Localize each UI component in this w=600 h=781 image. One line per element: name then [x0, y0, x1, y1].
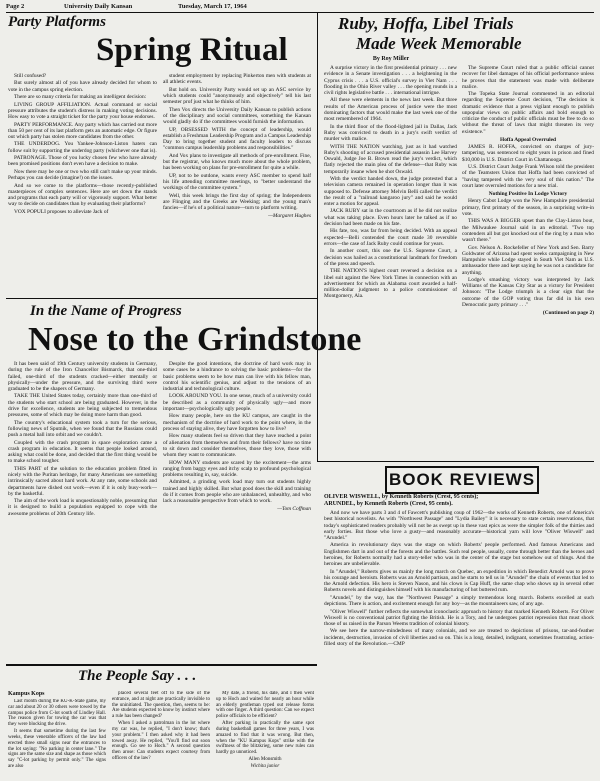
nose-paragraph: Coupled with the crash program in space exploration came a crash program in education. It seems that people looked around, asking what could be done, and decided that the first thing would be to make school tougher.: [8, 439, 157, 465]
nose-paragraph: LOOK AROUND YOU. In one sense, much of a university could be described as a community of physically ugly—and more important—psychologically ugly people.: [163, 393, 311, 412]
masthead: [6, 2, 594, 13]
party-headline: Spring Ritual: [96, 32, 288, 68]
nose-paragraph: Despite the good intentions, the doctrine of hard work may in some cases be a hindrance to solving the basic problems—for the basic problems seem to be how man can live with his fellow man, control his scientific genius, and adjust to the tensions of an industrial and technological culture.: [163, 361, 311, 392]
book-paragraph: "Oliver Wiswell" further reflects the somewhat iconoclastic approach to history that marked Kenneth Roberts. For Oliver Wiswell is no conventional patriot fighting the British. He is a Tory, and he undergoes patriot repression that must shock those of us raised in the Parson Weems tradition of colonial history.: [324, 608, 594, 627]
section-divider: [6, 664, 317, 666]
ruby-byline: By Roy Miller: [372, 56, 410, 62]
party-column-2: [163, 73, 311, 295]
book-review-body: [324, 510, 594, 778]
nose-headline: Nose to the Grindstone: [28, 321, 362, 358]
nose-signature: —Tom Coffman: [277, 505, 311, 512]
ruby-column-2: [462, 65, 594, 461]
section-divider: [317, 461, 594, 462]
people-header: The People Say . . .: [78, 668, 197, 684]
party-paragraph: And Vox plans to investigate all methods of pre-enrollment. Fine, but the registrar, who knows much more about the whole problem, has been working on plans for pre-enrollment for quite a while.: [163, 152, 311, 172]
ruby-paragraph: JAMES R. HOFFA, convicted on charges of jury-tampering, was sentenced to eight years in prison and fined $10,000 in U.S. District Court in Chattanooga.: [462, 144, 594, 163]
nose-paragraph: How many people, here on the KU campus, are caught in the mechanism of the doctrine of hard work to the point where, in the process of staying alive, they have forgotten how to live?: [163, 413, 311, 432]
ruby-paragraph: All these were elements in the news last week. But three results of the American process of justice were the most dominating factors that would make the last week one of the most remembered of 1964.: [324, 97, 457, 123]
ruby-paragraph: In the third floor of the flood-lighted jail in Dallas, Jack Ruby was convicted to death in a jury's swift verdict of murder with malice.: [324, 123, 457, 143]
ruby-paragraph: His fate, too, was far from being decided. With an appeal expected—Belli contended the court made 30 reversible errors—the case of Jack Ruby could continue for years.: [324, 228, 457, 247]
letter-paragraph: placed several feet off to the side of the entrance, and at night are practically invisible to the uninitiated. The question, then, seems to be: Are students expected to know by instinct where a rule has been changed?: [112, 691, 210, 720]
book-paragraph: "Arundel," by the way, has the "Northwest Passage" a simply tremendous long march. Roberts excelled at such depictions. There is action, and excitement enough for any boy—as the mountaineers saw, of any age.: [324, 594, 594, 608]
party-paragraph: student employment by replacing Pinkerton men with students at all athletic events.: [163, 73, 311, 86]
party-paragraph: UP, not to be outdone, wants every ASC member to spend half his life attending committee meetings, to "better understand the workings of the committee system.": [163, 172, 311, 192]
letter-signature-name: Allen Monsmith: [248, 757, 282, 763]
nose-paragraph: The aim of the work load is unquestionably noble, presuming that it is designed to build a population equipped to cope with the awesome problems of 20th Century life.: [8, 498, 157, 517]
ruby-paragraph: The Topeka State Journal commented in an editorial regarding the Supreme Court decision, "The decision is dramatic evidence that a press vigilant enough to publish unpopular views on public affairs and bold enough to criticize the conduct of public officials must be free to do so without the threat of laws that might threaten its very existence.": [462, 91, 594, 135]
ruby-paragraph: With the verdict handed down, the judge protested that a television camera remained in operation longer than it was supposed to. Defense attorney Melvin Belli called the verdict the result of a "railroad kangaroo jury" and said he would enter a motion for appeal.: [324, 176, 457, 207]
party-paragraph: But hold on. University Party would set up an ASC service by which students could "anonymously and objectively" tell his last semester prof just what he thinks of him.: [163, 86, 311, 106]
nose-paragraph: HOW MANY students are scared by the excitement—the arms ranging from baggy eyes and itchy scalp to profound psychological problems resulting in, say, suicide.: [163, 459, 311, 478]
ruby-paragraph: Henry Cabot Lodge won the New Hampshire presidential primary, first primary of the season, in a surprising write-in vote.: [462, 198, 594, 217]
party-paragraph: Then Vox directs the University Daily Kansan to publish actions of the disciplinary and social committees, something the Kansan would gladly do if the committees would furnish the information.: [163, 106, 311, 126]
party-signature: —Margaret Hughes: [268, 212, 311, 219]
ruby-paragraph: In another court, this one the U.S. Supreme Court, a decision was hailed as a constitutional landmark for freedom of the press and speech.: [324, 248, 457, 267]
party-paragraph: There are so many criteria for making an intelligent decision:: [14, 94, 147, 101]
party-paragraph: Now there may be one or two who still can't make up your minds. Perhaps you can decide (imagine!) on the issues.: [8, 168, 157, 182]
ruby-paragraph: THIS WAS A BIGGER upset than the Clay-Liston bout, the Milwaukee Journal said in an editorial. "Two top contenders all but got knocked out of the ring by a man who wasn't there.": [462, 218, 594, 244]
letter-paragraph: Last month during the KU-K-State game, my car and about 20 or 30 others were towed by the campus police from C-lot south of Lindley Hall. The reason given for towing the car was that they were blocking the drive.: [8, 699, 106, 728]
party-paragraph: But surely almost all of you have already decided for whom to vote in the campus spring election.: [8, 80, 157, 93]
page-number: Page 2: [6, 3, 25, 10]
column-divider: [317, 13, 318, 461]
ruby-paragraph: A surprise victory in the first presidential primary . . . new evidence in a Senate investigation . . . a heightening in the Cyprus crisis . . . a U.S. official's survey in Viet Nam . . . flooding in the Ohio River valley . . . the opening rounds in a civil rights legislative battle . . . international intrigue.: [324, 65, 457, 96]
party-paragraph: VOX POPULI proposes to alleviate Jack of: [14, 208, 109, 215]
ruby-subhead-hoffa: Hoffa Appeal Overruled: [500, 136, 556, 143]
nose-paragraph: How many students feel so driven that they have reached a point of alienation from themselves and from their fellows? have no time to sit down and consider themselves, those they love, those with whom they want to communicate.: [163, 433, 311, 459]
party-paragraph: PARTY PERFORMANCE. Any party which has carried out more than 50 per cent of its last platform gets an automatic edge. Or figure out which party has stolen more candidates from the other.: [8, 121, 157, 140]
nose-paragraph: Admitted, a grinding work load may turn out students highly trained and highly skilled. But what good does the skill and training do if it comes from people who are unbalanced, unhealthy, and who lack a reasonable perspective from which to work.: [163, 479, 311, 505]
ruby-paragraph: THE NATION'S highest court reversed a decision on a libel suit against the New York Times in connection with an advertisement for which an Alabama court awarded a half-million-dollar judgment to a police commissioner of Montgomery, Ala.: [324, 268, 457, 300]
book-paragraph: In "Arundel," Roberts gives us mainly the long march on Quebec, an expedition in which Benedict Arnold was to prove his courage and heroism. Roberts was an Arnold partisan, and he starts to tell us in "Arundel" the chain of events that led to the Arnold defection. His hero is Steven Nason, and his clown is Cap Huff, the same chap who shows up in several other Roberts novels and distinguishes himself with his manufacturing of hot buttered rum.: [324, 568, 594, 594]
book-paragraph: America in revolutionary days was the stage on which Roberts' people performed. And famous Americans and Englishmen dart in and out of the forests and the battles. Such real people, usually, come through better than the heroes and heroines, for Roberts normally had a story-teller who was in the center of the stage but somehow out of things. And the heroines are unbelievable.: [324, 542, 594, 568]
party-paragraph: THE UNDERDOG. You Yankee-Johnson-Liston haters can follow suit by supporting the underdog party (whichever one that is).: [8, 141, 157, 154]
book-reviews-header: BOOK REVIEWS: [385, 466, 539, 494]
party-column-1: [8, 73, 157, 295]
nose-paragraph: The country's educational system took a turn for the serious, following news of Sputnik, when we found that the Russians could push a metal ball into orbit and we couldn't.: [8, 419, 157, 439]
ruby-paragraph: JACK RUBY sat in the courtroom as if he did not realize what was taking place. Even hours later he talked as if no decision had been made on his fate.: [324, 208, 457, 227]
ruby-paragraph: Gov. Nelson A. Rockefeller of New York and Sen. Barry Goldwater of Arizona had spent weeks campaigning in New Hampshire while Lodge stayed in South Viet Nam as U.S. ambassador there and kept saying he was not a candidate for anything.: [462, 244, 594, 276]
party-paragraph: And so we come to the platforms—those recently-published masterpieces of complex sentences. Here are set down the stands and programs that each party will or vigorously support. What better way to decide on candidates than by evaluating their platforms?: [8, 182, 157, 208]
book-title: [324, 494, 594, 508]
nose-kicker: In the Name of Progress: [30, 303, 182, 319]
ruby-subhead-lodge: Nothing Positive In Lodge Victory: [488, 191, 568, 198]
book-title-line-2: ARUNDEL, by Kenneth Roberts (Crest, 95 cents).: [324, 501, 453, 507]
ruby-column-1: [324, 65, 457, 459]
nose-column-2: [163, 361, 311, 661]
party-paragraph: UP, OBSESSED WITH the concept of leadership, would establish a Freshman Leadership Program and a Campus Leadership Day to bring together student and faculty leaders to discuss "common campus leadership problems and responsibilities.": [163, 126, 311, 152]
people-column-3: [216, 691, 314, 779]
people-column-1: [8, 699, 106, 779]
book-paragraph: We see here the narrow-mindedness of many colonials, and we are treated to depictions of prisons, tar-and-feather incidents, destruction, invasion of civil liberties and so on. This is a long, detailed, indignant, sometimes frustrating, action-filled story of the Revolution.—CMP: [324, 628, 594, 647]
paper-name: University Daily Kansan: [64, 3, 133, 10]
letter-paragraph: My date, a friend, his date, and I then went up to Hoch and waited for nearly an hour while an elderly gentleman typed out release forms with one finger. A third question: Can we expect police officials to be efficient?: [216, 691, 314, 720]
party-paragraph: LIVING GROUP AFFILIATION. Actual command or social pressure attributes the student's distress in making voting decisions. How easy to vote a straight ticket for the party your house endorses.: [8, 101, 157, 121]
ruby-continued: (Continued on page 2): [542, 310, 594, 317]
ruby-kicker-line-2: Made Week Memorable: [356, 34, 522, 53]
ruby-paragraph: U.S. District Court Judge Frank Wilson told the president of the Teamsters Union that Hoffa had been convicted of "having tampered with the very soul of this nation." The court later overruled motions for a new trial.: [462, 164, 594, 189]
ruby-paragraph: The Supreme Court ruled that a public official cannot recover for libel damages of his official performance unless he proves that the statement was made with deliberate malice.: [462, 65, 594, 90]
party-paragraph: Well, this week brings the first day of spring; the Independents are Flinging and the Greeks are Weeking; and the young man's fancies—if he's of a political nature—turn to platform writing.: [163, 192, 311, 212]
party-kicker: Party Platforms: [8, 14, 106, 30]
people-subhead: Kampus Kops: [8, 691, 45, 697]
ruby-paragraph: WITH THE NATION watching, just as it had watched Ruby's shooting of accused presidential assassin Lee Harvey Oswald, Judge Joe B. Brown read the jury's verdict, which flatly rejected the main plea of the defense—that Ruby was temporarily insane when he shot Oswald.: [324, 143, 457, 175]
nose-paragraph: TAKE THE United States today, certainly more than one-third of the students who start school are being graduated. However, in the drive for excellence, students are being subjected to tremendous pressures, some of which may be doing more harm than good.: [8, 393, 157, 419]
ruby-paragraph: Lodge's smashing victory was interpreted by Jack Williams of the Kansas City Star as a victory for President Johnson: "The Lodge triumph is a clear sign that the outcome of the GOP voting thus far did in his own Democratic party primary . . .": [462, 276, 594, 308]
party-paragraph: PATRONAGE. Those of you lucky chosen few who have already been promised positions don't even have a decision to make.: [8, 155, 157, 168]
nose-paragraph: It has been said of 19th Century university students in Germany, during the rule of the Iron Chancellor Bismarck, that one-third failed, one-third of the students cracked—either mentally or physically—under the pressure, and the surviving third were graduated to be the shapers of Germany.: [8, 361, 157, 392]
book-paragraph: And now we have parts 3 and 4 of Fawcett's publishing coup of 1962—the works of Kenneth Roberts, one of America's best historical novelists. As with "Northwest Passage" and "Lydia Bailey" it is necessary to state certain reservations, that today's sophisticated readers probably will not be as swept up in these vast epics as were the simpler folk of the thirties and early forties. But those who love a gusty—and reasonably accurate—historical yarn will love "Oliver Wiswell" and "Arundel.": [324, 510, 594, 541]
section-divider: [6, 298, 317, 299]
issue-date: Tuesday, March 17, 1964: [178, 3, 247, 10]
letter-paragraph: It seems that sometime during the last few weeks, these venerable officers of the law had erected three small signs near the entrances to the lot saying: "No parking in center lane." The signs are the same size and shape as those which say "C-lot parking by permit only." The signs are also: [8, 729, 106, 769]
letter-paragraph: After parking in practically the same spot during basketball games for three years, I was amazed to find that it was wrong. But then, when the "KU Kampus Kops" strike with the swiftness of the blitzkrieg, some new rules can hardly go unnoticed.: [216, 721, 314, 756]
nose-column-1: [8, 361, 157, 661]
people-column-2: [112, 691, 210, 779]
book-title-line-1: OLIVER WISWELL, by Kenneth Roberts (Crest, 95 cents);: [324, 494, 479, 500]
party-paragraph: Still confused?: [14, 73, 47, 79]
letter-paragraph: When I asked a patrolman in the lot where my car was, he replied, "I don't know; that's your problem." I then asked why it had been towed away. He replied, "You'll find out soon enough. Go see to Hoch." A second question then arose: Can students expect courtesy from officers of the law?: [112, 721, 210, 761]
nose-paragraph: THIS PART of the solution to the education problem fitted in nicely with the Puritan heritage, for many Americans see something intrinsically sacred about hard work. At any rate, some schools and departments have dished out work—even if it is only busy-work—by the basketful.: [8, 465, 157, 497]
ruby-kicker-line-1: Ruby, Hoffa, Libel Trials: [338, 14, 514, 33]
letter-signature-town: Wichita junior: [250, 764, 280, 770]
